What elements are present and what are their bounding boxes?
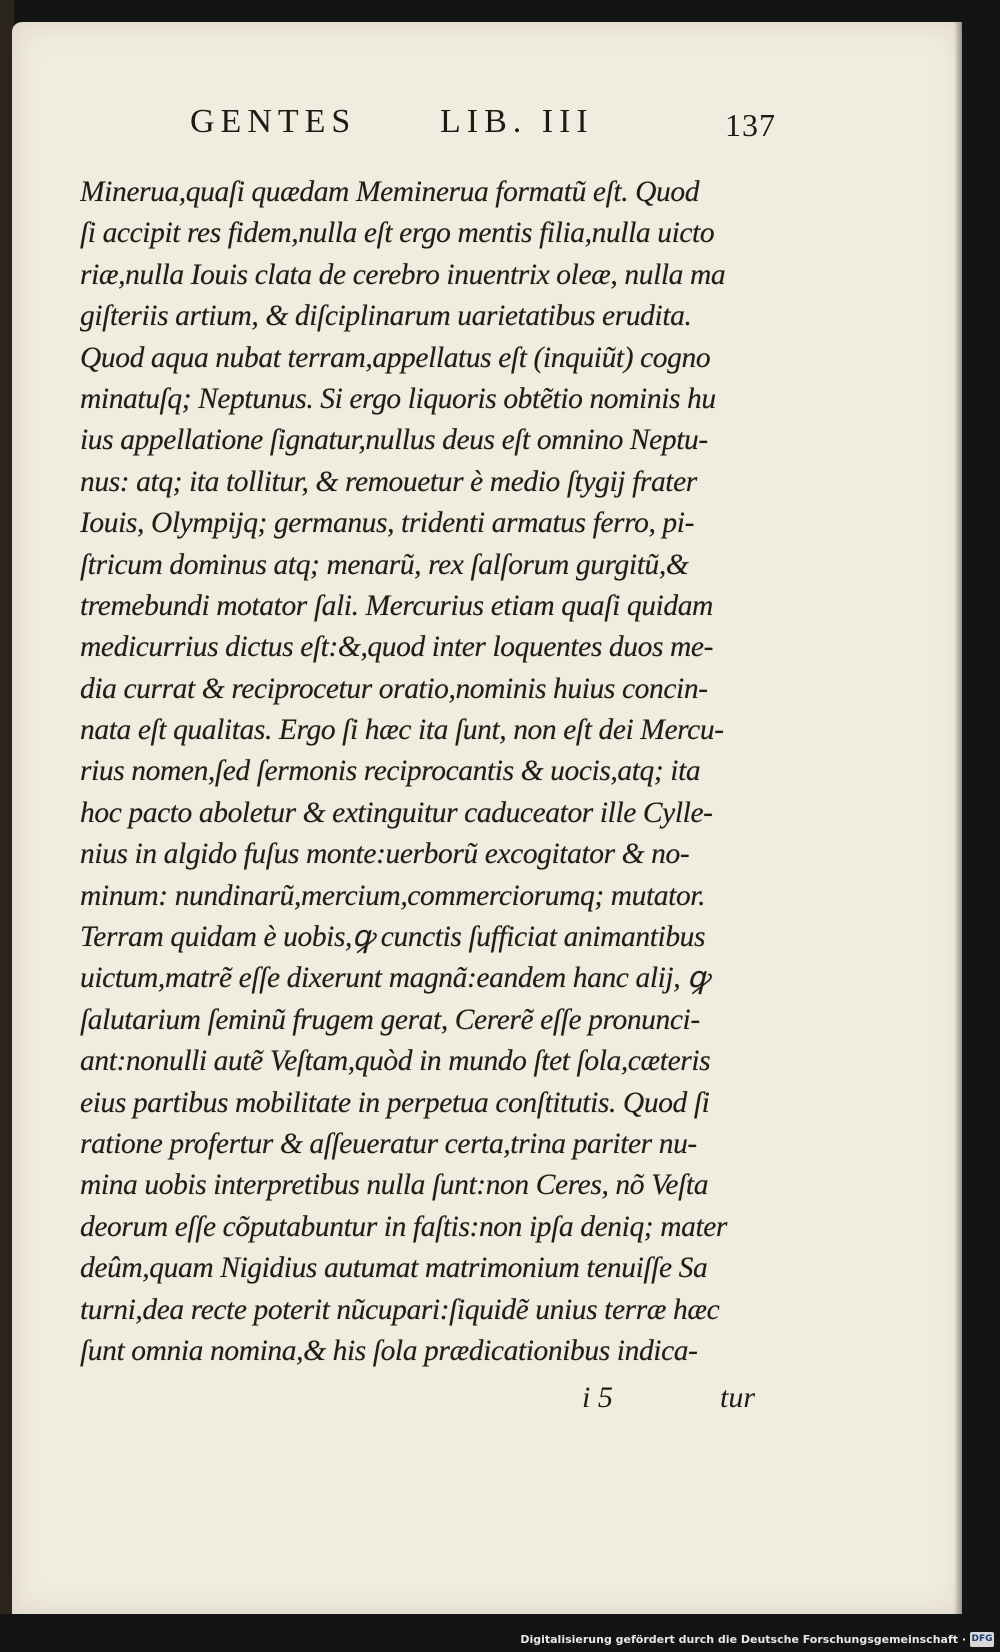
text-line: Minerua,quaſi quædam Meminerua formatũ eſt. Quod: [80, 176, 700, 208]
text-line: nata eſt qualitas. Ergo ſi hæc ita ſunt, non eſt dei Mercu-: [80, 714, 724, 747]
text-line: minatuſq; Neptunus. Si ergo liquoris obtẽtio nominis hu: [80, 382, 716, 415]
footer-bar: [0, 1614, 1000, 1652]
text-line: ratione profertur & aſſeueratur certa,trina pariter nu-: [80, 1127, 697, 1160]
text-line: ſalutarium ſeminũ frugem gerat, Cererẽ eſſe pronunci-: [80, 1003, 700, 1036]
running-head-title: GENTES: [190, 103, 357, 140]
body-text: [80, 172, 780, 1372]
signature-mark: i 5: [582, 1381, 613, 1414]
text-line: minum: nundinarũ,mercium,commerciorumq; mutator.: [80, 879, 706, 912]
text-line: eius partibus mobilitate in perpetua conſtitutis. Quod ſi: [80, 1086, 710, 1119]
text-line: ſi accipit res fidem,nulla eſt ergo mentis filia,nulla uicto: [80, 217, 715, 250]
text-line: deorum eſſe cõputabuntur in faſtis:non ipſa deniq; mater: [80, 1210, 728, 1243]
text-line: rius nomen,ſed ſermonis reciprocantis & uocis,atq; ita: [80, 755, 701, 788]
funding-credit: Digitalisierung gefördert durch die Deutsche Forschungsgemeinschaft ·: [520, 1633, 966, 1646]
text-line: ius appellatione ſignatur,nullus deus eſt omnino Neptu-: [80, 424, 708, 457]
text-line: ſunt omnia nomina,& his ſola prædicationibus indica-: [80, 1334, 698, 1367]
running-head-book: LIB. III: [440, 103, 594, 140]
running-head: [190, 103, 790, 153]
text-line: Terram quidam è uobis,ꝙ cunctis ſufficiat animantibus: [80, 921, 706, 954]
page-edge-shadow: [954, 22, 962, 1614]
dfg-logo-icon: DFG: [970, 1632, 994, 1647]
text-line: hoc pacto aboletur & extinguitur caduceator ille Cylle-: [80, 796, 713, 829]
text-line: nus: atq; ita tollitur, & remouetur è medio ſtygij frater: [80, 465, 697, 498]
text-line: tremebundi motator ſali. Mercurius etiam quaſi quidam: [80, 589, 713, 622]
text-line: Iouis, Olympijq; germanus, tridenti armatus ferro, pi-: [80, 507, 694, 540]
text-line: medicurrius dictus eſt:&,quod inter loquentes duos me-: [80, 631, 714, 664]
text-line: deûm,quam Nigidius autumat matrimonium tenuiſſe Sa: [80, 1252, 708, 1285]
text-line: giſteriis artium, & diſciplinarum uarietatibus erudita.: [80, 300, 692, 333]
text-line: uictum,matrẽ eſſe dixerunt magnã:eandem hanc alij, ꝙ: [80, 962, 709, 995]
catchword: tur: [720, 1381, 756, 1414]
text-line: mina uobis interpretibus nulla ſunt:non Ceres, nõ Veſta: [80, 1169, 709, 1202]
text-line: turni,dea recte poterit nũcupari:ſiquidẽ unius terræ hæc: [80, 1293, 720, 1326]
page-number: 137: [725, 107, 776, 143]
text-line: ſtricum dominus atq; menarũ, rex ſalſorum gurgitũ,&: [80, 548, 689, 581]
text-line: riæ,nulla Iouis clata de cerebro inuentrix oleæ, nulla ma: [80, 258, 726, 291]
text-line: ant:nonulli autẽ Veſtam,quòd in mundo ſtet ſola,cæteris: [80, 1045, 711, 1078]
text-line: dia currat & reciprocetur oratio,nominis huius concin-: [80, 672, 708, 705]
text-line: Quod aqua nubat terram,appellatus eſt (inquiũt) cogno: [80, 341, 711, 374]
text-line: nius in algido fuſus monte:uerborũ excogitator & no-: [80, 838, 690, 871]
